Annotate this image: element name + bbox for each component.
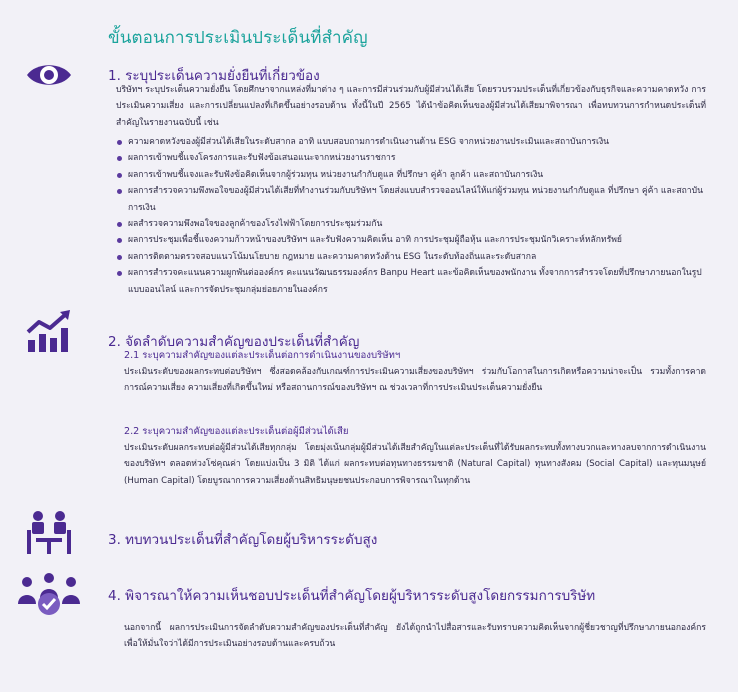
- page-title: ขั้นตอนการประเมินประเด็นที่สำคัญ: [108, 28, 368, 48]
- step-2-1-heading: 2.1 ระบุความสำคัญของแต่ละประเด็นต่อการดำเนินงานของบริษัทฯ: [124, 350, 401, 361]
- approval-group-icon: [16, 570, 82, 620]
- list-item: ผลการประชุมเพื่อชี้แจงความก้าวหน้าของบริษัทฯ และรับฟังความคิดเห็น อาทิ การประชุมผู้ถือหุ้น และการประชุมนักวิเคราะห์หลักทรัพย์: [116, 232, 706, 248]
- list-item: ผลสำรวจความพึงพอใจของลูกค้าของโรงไฟฟ้าโดยการประชุมร่วมกัน: [116, 216, 706, 232]
- eye-icon: [24, 50, 74, 100]
- step-4-heading: 4. พิจารณาให้ความเห็นชอบประเด็นที่สำคัญโดยผู้บริหารระดับสูงโดยกรรมการบริษัท: [108, 588, 596, 604]
- list-item: ความคาดหวังของผู้มีส่วนได้เสียในระดับสากล อาทิ แบบสอบถามการดำเนินงานด้าน ESG จากหน่วยงานประเมินและสถาบันการเงิน: [116, 134, 706, 150]
- step-2-1-body: ประเมินระดับของผลกระทบต่อบริษัทฯ ซึ่งสอดคล้องกับเกณฑ์การประเมินความเสี่ยงของบริษัทฯ ร่วมกับโอกาสในการเกิดหรือความน่าจะเป็น รวมทั้งการคาดการณ์ความเสี่ยง ความเสี่ยงที่เกิดขึ้นใหม่ หรือสถานการณ์ของบริษัทฯ ณ ช่วงเวลาที่การประเมินประเด็นความยั่งยืน: [124, 367, 706, 394]
- step-2-2-heading: 2.2 ระบุความสำคัญของแต่ละประเด็นต่อผู้มีส่วนได้เสีย: [124, 426, 349, 437]
- list-item: ผลการสำรวจคะแนนความผูกพันต่อองค์กร คะแนนวัฒนธรรมองค์กร Banpu Heart และข้อคิดเห็นของพนักงาน ทั้งจากการสำรวจโดยที่ปรึกษาภายนอกในรูปแบบออนไลน์ และการจัดประชุมกลุ่มย่อยภายในองค์กร: [116, 265, 706, 298]
- list-item: ผลการติดตามตรวจสอบแนวโน้มนโยบาย กฎหมาย และความคาดหวังด้าน ESG ในระดับท้องถิ่นและระดับสากล: [116, 249, 706, 265]
- executive-meeting-icon: [24, 508, 74, 558]
- step-2-2-body: ประเมินระดับผลกระทบต่อผู้มีส่วนได้เสียทุกกลุ่ม โดยมุ่งเน้นกลุ่มผู้มีส่วนได้เสียสำคัญในแต่ละประเด็นที่ได้รับผลกระทบทั้งทางบวกและทางลบจากการดำเนินงานของบริษัทฯ ตลอดห่วงโซ่คุณค่า โดยแบ่งเป็น 3 มิติ ได้แก่ ผลกระทบต่อทุนทางธรรมชาติ (Natural Capital) ทุนทางสังคม (Social Capital) และทุนมนุษย์ (Human Capital) โดยบูรณาการความเสี่ยงด้านสิทธิมนุษยชนประกอบการพิจารณาในทุกด้าน: [124, 443, 706, 486]
- list-item: ผลการสำรวจความพึงพอใจของผู้มีส่วนได้เสียที่ทำงานร่วมกับบริษัทฯ โดยส่งแบบสำรวจออนไลน์ให้แก่ผู้ร่วมทุน หน่วยงานกำกับดูแล ที่ปรึกษา คู่ค้า และสถาบันการเงิน: [116, 183, 706, 216]
- step-3-heading: 3. ทบทวนประเด็นที่สำคัญโดยผู้บริหารระดับสูง: [108, 532, 378, 548]
- step-1-bullet-list: [116, 134, 706, 298]
- list-item: ผลการเข้าพบชี้แจงและรับฟังข้อคิดเห็นจากผู้ร่วมทุน หน่วยงานกำกับดูแล ที่ปรึกษา คู่ค้า ลูกค้า และสถาบันการเงิน: [116, 167, 706, 183]
- growth-chart-icon: [24, 306, 74, 356]
- step-1-heading: 1. ระบุประเด็นความยั่งยืนที่เกี่ยวข้อง: [108, 68, 320, 84]
- list-item: ผลการเข้าพบชี้แจงโครงการและรับฟังข้อเสนอแนะจากหน่วยงานราชการ: [116, 150, 706, 166]
- step-1-body: บริษัทฯ ระบุประเด็นความยั่งยืน โดยศึกษาจากแหล่งที่มาต่าง ๆ และการมีส่วนร่วมกับผู้มีส่วนได้เสีย โดยรวบรวมประเด็นที่เกี่ยวข้องกับธุรกิจและความคาดหวัง การประเมินความเสี่ยง และการเปลี่ยนแปลงที่เกิดขึ้นอย่างรอบด้าน ทั้งนี้ในปี 2565 ได้นำข้อคิดเห็นของผู้มีส่วนได้เสียมาพิจารณา เพื่อทบทวนการกำหนดประเด็นที่สำคัญในรายงานฉบับนี้ เช่น: [116, 85, 706, 128]
- step-4-body: นอกจากนี้ ผลการประเมินการจัดลำดับความสำคัญของประเด็นที่สำคัญ ยังได้ถูกนำไปสื่อสารและรับทราบความคิดเห็นจากผู้ชี่ยวชาญที่ปรึกษาภายนอกองค์กร เพื่อให้มั่นใจว่าได้มีการประเมินอย่างรอบด้านและครบถ้วน: [124, 623, 706, 650]
- step-2-heading: 2. จัดลำดับความสำคัญของประเด็นที่สำคัญ: [108, 334, 360, 350]
